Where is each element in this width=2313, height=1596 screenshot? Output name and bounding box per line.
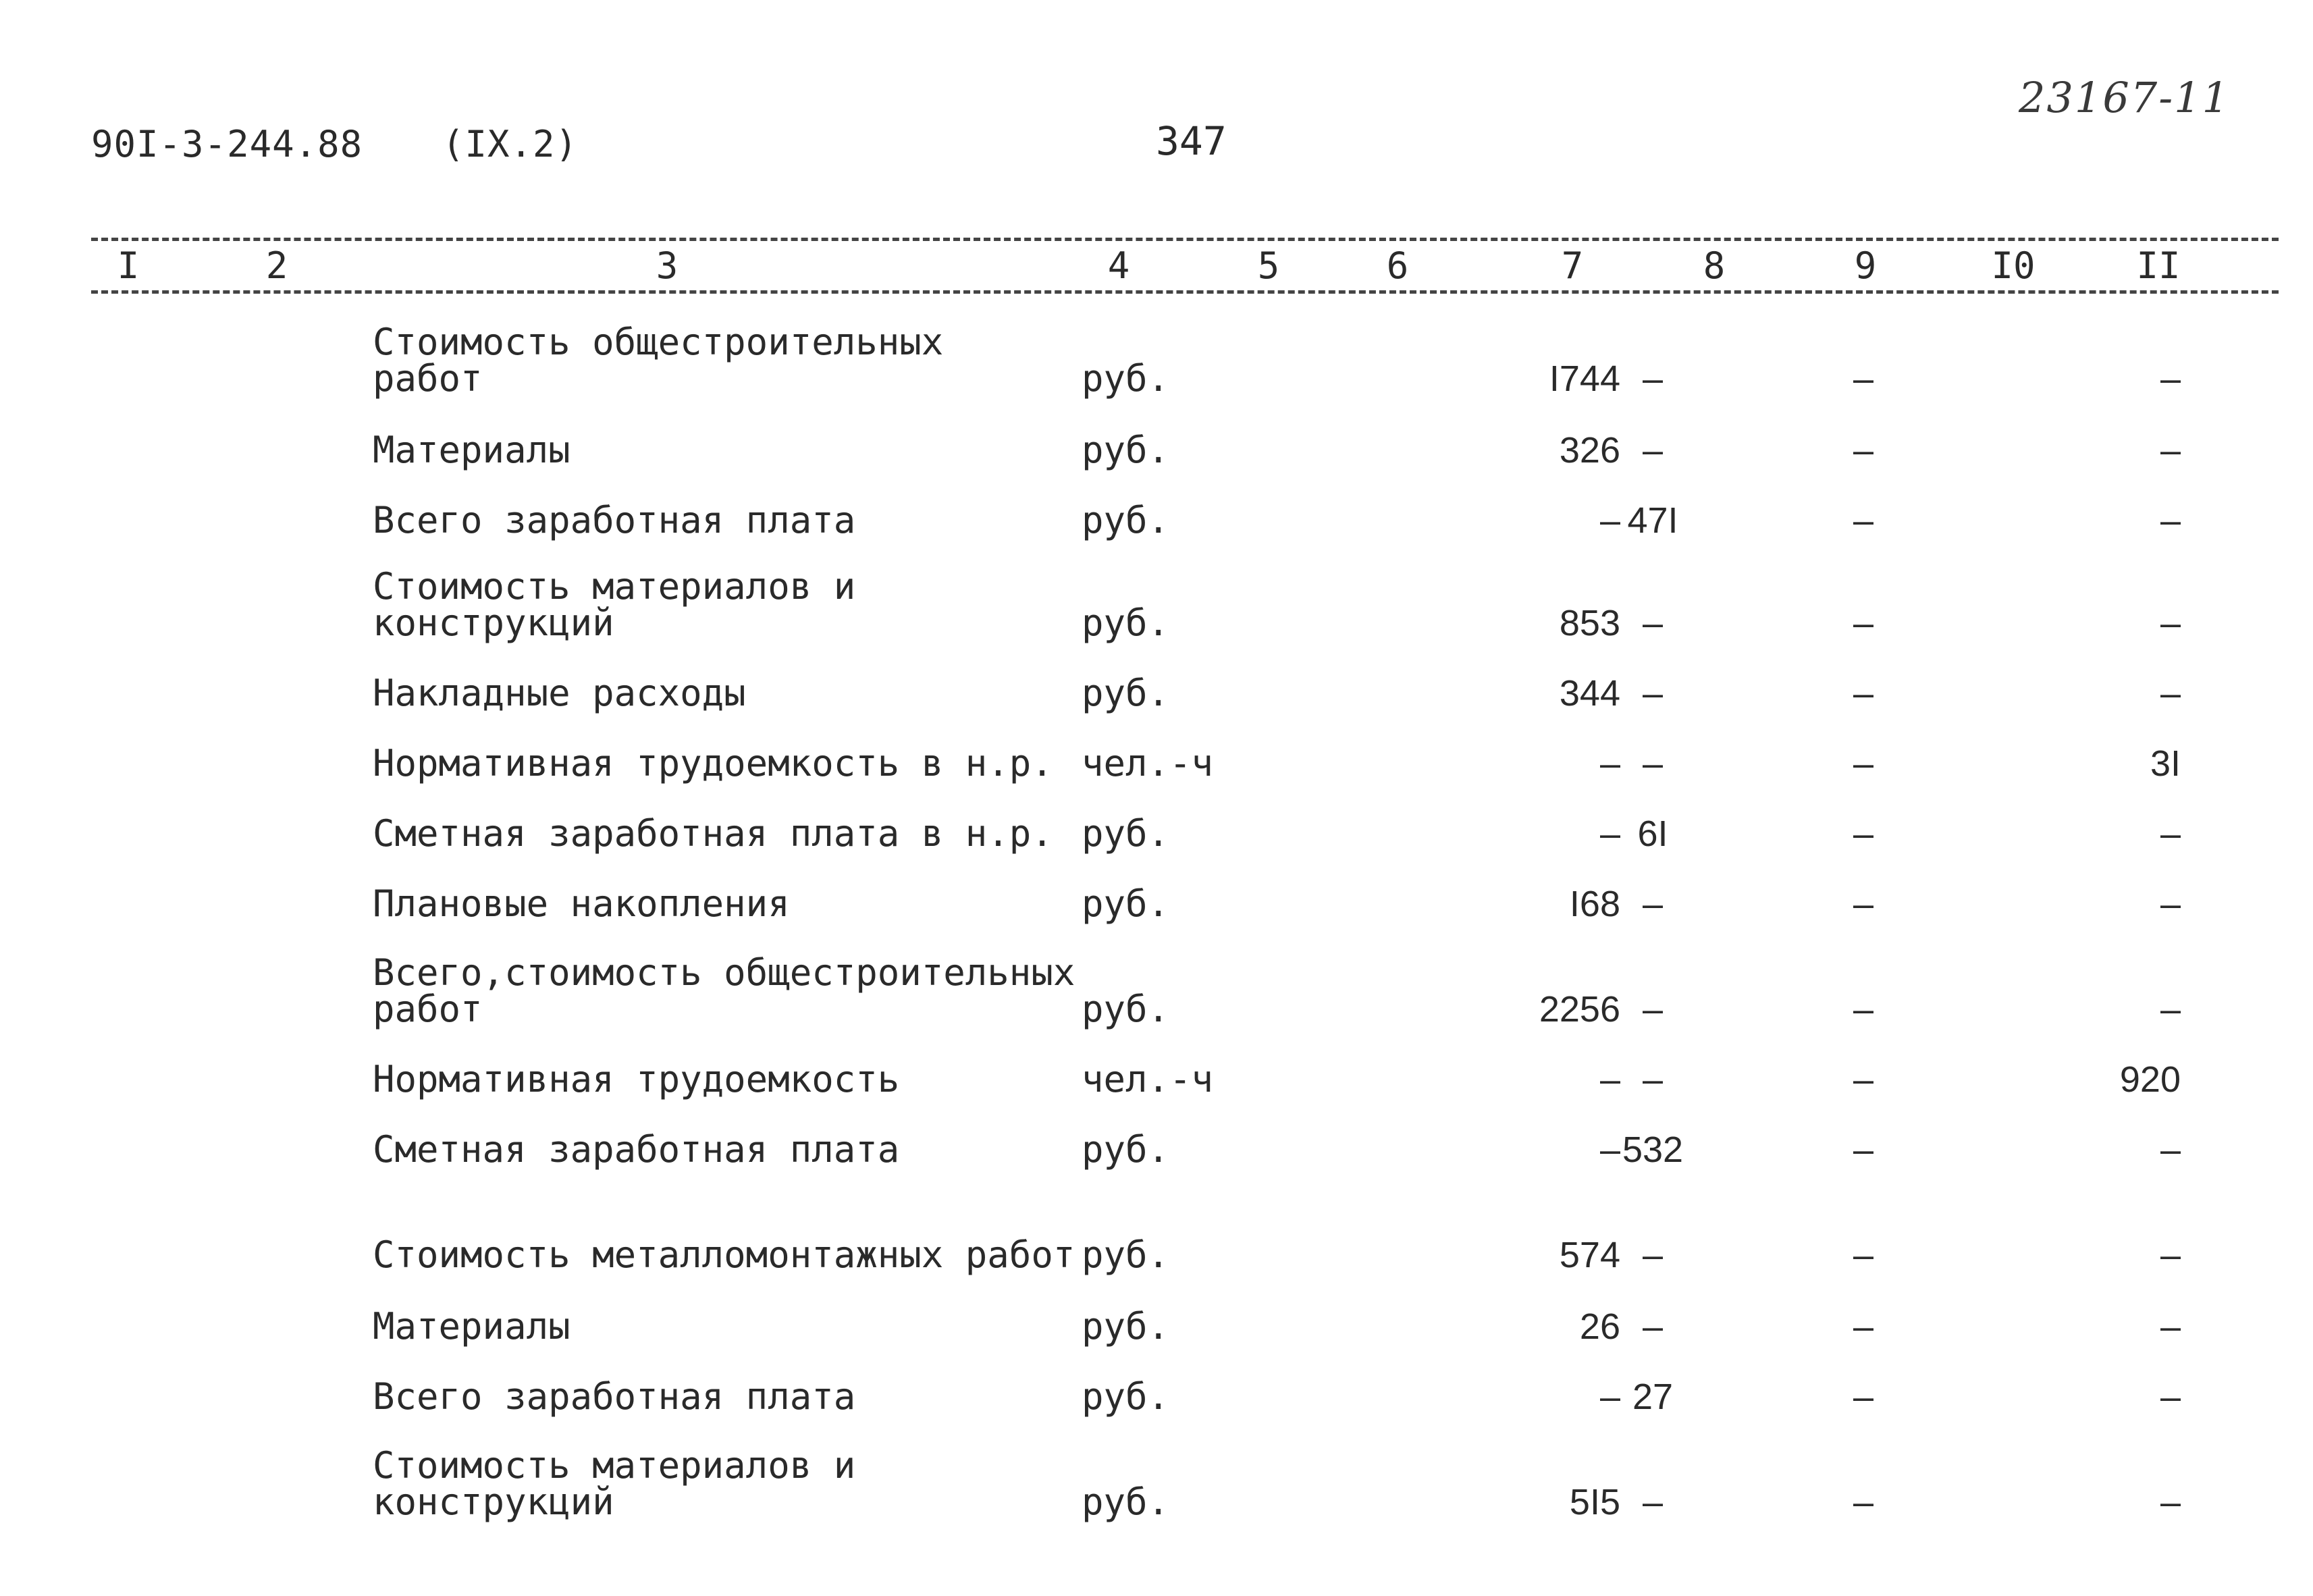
- cell-col-7: 344: [1559, 673, 1620, 714]
- cell-col-8: –: [1642, 1306, 1664, 1347]
- cell-col-11: –: [2160, 884, 2181, 924]
- table-row: [0, 394, 2313, 469]
- cell-col-7: I744: [1549, 358, 1620, 399]
- cell-col-9: –: [1853, 1377, 1874, 1417]
- row-unit: чел.-ч: [1082, 1058, 1214, 1100]
- cell-col-8: –: [1642, 603, 1664, 643]
- cell-col-9: –: [1853, 603, 1874, 643]
- row-name: Материалы: [373, 1305, 570, 1348]
- cell-col-9: –: [1853, 500, 1874, 541]
- table-row: [0, 1271, 2313, 1348]
- cell-col-11: –: [2160, 603, 2181, 643]
- document-code: 90I-3-244.88: [91, 123, 363, 165]
- row-unit: руб.: [1082, 1481, 1170, 1523]
- table-row: [0, 1023, 2313, 1098]
- cell-col-11: –: [2160, 358, 2181, 399]
- cell-col-8: –: [1642, 884, 1664, 924]
- row-name: Всего заработная плата: [373, 499, 856, 541]
- table-row: [0, 953, 2313, 1028]
- cell-col-11: –: [2160, 1306, 2181, 1347]
- table-row: [0, 1341, 2313, 1418]
- cell-col-7: –: [1599, 1129, 1620, 1170]
- archive-number: 23167-11: [2019, 73, 2231, 122]
- row-name: Всего заработная плата: [373, 1375, 856, 1418]
- cell-col-11: 920: [2119, 1059, 2181, 1100]
- cell-col-11: 3I: [2150, 743, 2181, 784]
- cell-col-7: –: [1599, 1377, 1620, 1417]
- table-row: [0, 321, 2313, 400]
- cell-col-8: 532: [1622, 1129, 1684, 1170]
- cell-col-8: –: [1642, 1059, 1664, 1100]
- cell-col-8: –: [1642, 1482, 1664, 1522]
- column-number-8: 8: [1703, 244, 1726, 287]
- cell-col-11: –: [2160, 1482, 2181, 1522]
- cell-col-7: I68: [1569, 884, 1620, 924]
- cell-col-7: 574: [1559, 1235, 1620, 1275]
- column-number-5: 5: [1257, 244, 1280, 287]
- cell-col-8: –: [1642, 430, 1664, 471]
- row-name: Стоимость общестроительных работ: [373, 321, 944, 400]
- cell-col-11: –: [2160, 1235, 2181, 1275]
- row-name: Всего,стоимость общестроительных работ: [373, 951, 1075, 1030]
- row-unit: руб.: [1082, 988, 1170, 1030]
- row-unit: руб.: [1082, 672, 1170, 714]
- cell-col-8: –: [1642, 743, 1664, 784]
- row-unit: руб.: [1082, 429, 1170, 471]
- cell-col-7: 326: [1559, 430, 1620, 471]
- cell-col-9: –: [1853, 1235, 1874, 1275]
- cell-col-9: –: [1853, 989, 1874, 1030]
- table-row: [0, 708, 2313, 782]
- column-number-6: 6: [1386, 244, 1409, 287]
- cell-col-9: –: [1853, 1059, 1874, 1100]
- cell-col-9: –: [1853, 1482, 1874, 1522]
- cell-col-8: 27: [1632, 1377, 1674, 1417]
- row-unit: руб.: [1082, 357, 1170, 400]
- column-number-4: 4: [1107, 244, 1130, 287]
- row-name: Плановые накопления: [373, 882, 790, 925]
- row-unit: руб.: [1082, 882, 1170, 925]
- cell-col-9: –: [1853, 743, 1874, 784]
- row-unit: руб.: [1082, 1305, 1170, 1348]
- table-row: [0, 848, 2313, 925]
- table-row: [0, 565, 2313, 644]
- cell-col-8: –: [1642, 989, 1664, 1030]
- cell-col-8: –: [1642, 1235, 1664, 1275]
- row-unit: руб.: [1082, 602, 1170, 644]
- cell-col-7: –: [1599, 1059, 1620, 1100]
- cell-col-7: –: [1599, 500, 1620, 541]
- row-name: Накладные расходы: [373, 672, 746, 714]
- column-number-2: 2: [265, 244, 288, 287]
- row-name: Нормативная трудоемкость в н.р.: [373, 742, 1053, 784]
- column-number-1: I: [117, 244, 140, 287]
- column-number-9: 9: [1854, 244, 1877, 287]
- cell-col-9: –: [1853, 673, 1874, 714]
- table-row: [0, 464, 2313, 539]
- row-name: Сметная заработная плата в н.р.: [373, 812, 1053, 855]
- cell-col-11: –: [2160, 1377, 2181, 1417]
- cell-col-9: –: [1853, 430, 1874, 471]
- cell-col-11: –: [2160, 1129, 2181, 1170]
- cell-col-7: 5I5: [1569, 1482, 1620, 1522]
- row-name: Сметная заработная плата: [373, 1128, 900, 1171]
- cell-col-11: –: [2160, 814, 2181, 854]
- page-number: 347: [1156, 118, 1227, 164]
- cell-col-11: –: [2160, 989, 2181, 1030]
- cell-col-9: –: [1853, 1306, 1874, 1347]
- row-unit: руб.: [1082, 1375, 1170, 1418]
- cell-col-11: –: [2160, 430, 2181, 471]
- table-row: [0, 778, 2313, 855]
- cell-col-8: 6I: [1637, 814, 1668, 854]
- cell-col-9: –: [1853, 1129, 1874, 1170]
- cell-col-7: –: [1599, 743, 1620, 784]
- cell-col-7: 853: [1559, 603, 1620, 643]
- row-name: Стоимость металломонтажных работ: [373, 1233, 1075, 1276]
- cell-col-9: –: [1853, 814, 1874, 854]
- row-unit: руб.: [1082, 1233, 1170, 1276]
- cell-col-8: –: [1642, 673, 1664, 714]
- cell-col-11: –: [2160, 500, 2181, 541]
- row-name: Материалы: [373, 429, 570, 471]
- cell-col-11: –: [2160, 673, 2181, 714]
- row-unit: руб.: [1082, 812, 1170, 855]
- table-row: [0, 1094, 2313, 1171]
- table-row: [0, 1199, 2313, 1276]
- cell-col-9: –: [1853, 358, 1874, 399]
- row-name: Стоимость материалов и конструкций: [373, 1444, 856, 1523]
- row-unit: руб.: [1082, 1128, 1170, 1171]
- column-number-10: I0: [1991, 244, 2036, 287]
- row-name: Нормативная трудоемкость: [373, 1058, 900, 1100]
- column-number-11: II: [2136, 244, 2181, 287]
- column-number-3: 3: [656, 244, 679, 287]
- section-code: (IX.2): [442, 123, 579, 165]
- column-number-7: 7: [1561, 244, 1584, 287]
- cell-col-8: –: [1642, 358, 1664, 399]
- cell-col-7: 26: [1579, 1306, 1620, 1347]
- row-name: Стоимость материалов и конструкций: [373, 565, 856, 644]
- cell-col-7: –: [1599, 814, 1620, 854]
- cell-col-9: –: [1853, 884, 1874, 924]
- table-row: [0, 1444, 2313, 1523]
- row-unit: чел.-ч: [1082, 742, 1214, 784]
- row-unit: руб.: [1082, 499, 1170, 541]
- table-row: [0, 637, 2313, 712]
- cell-col-8: 47I: [1627, 500, 1678, 541]
- cell-col-7: 2256: [1539, 989, 1620, 1030]
